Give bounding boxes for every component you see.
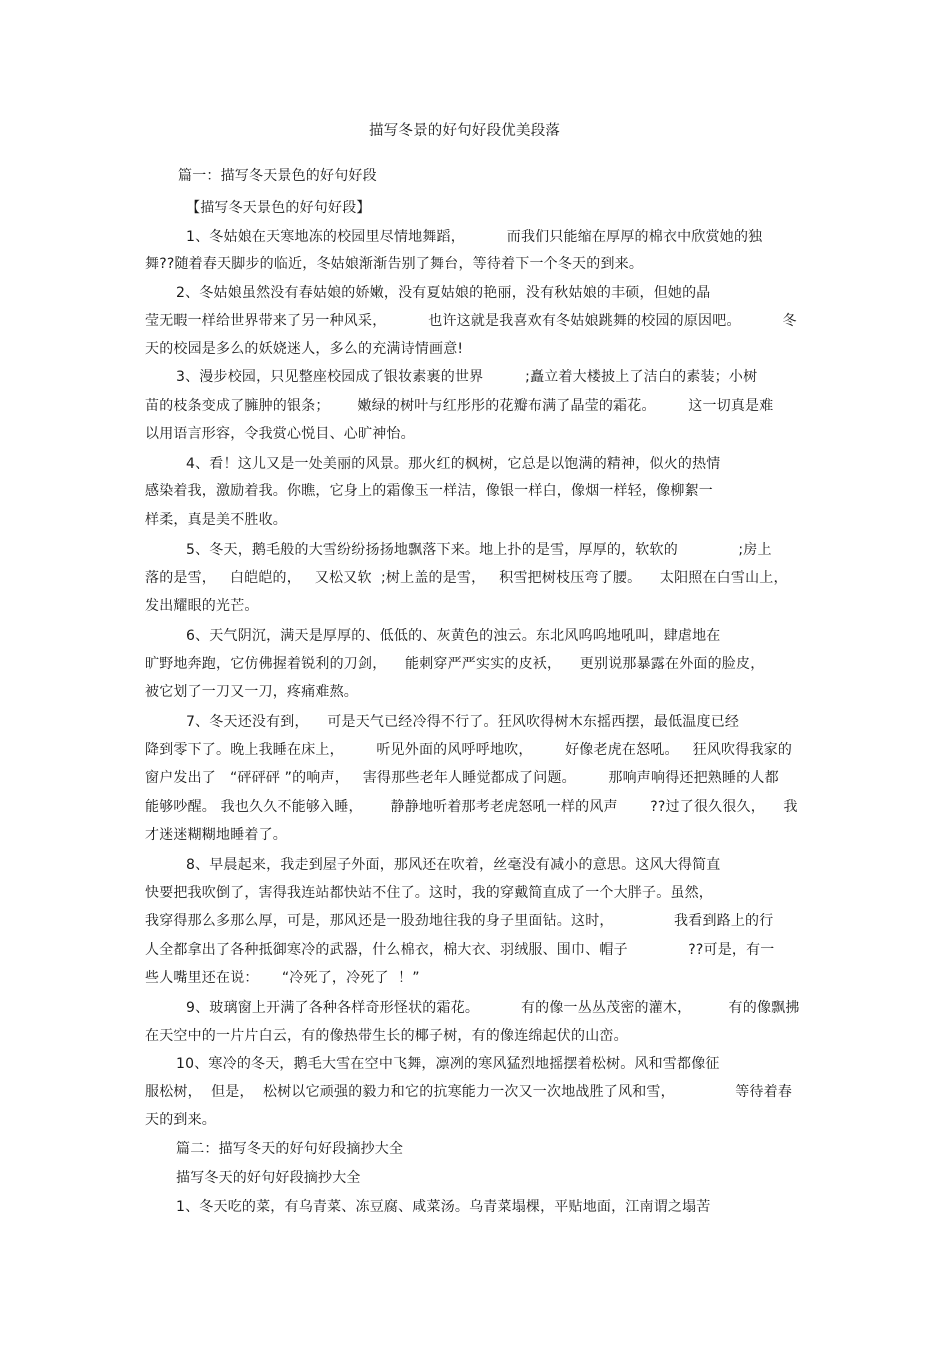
paragraph-line: 我穿得那么多那么厚，可是，那风还是一股劲地往我的身子里面钻。这时， 我看到路上的行 — [145, 913, 774, 929]
paragraph-line: 8、早晨起来，我走到屋子外面，那风还在吹着，丝毫没有减小的意思。这风大得简直 — [186, 857, 721, 873]
paragraph-line: 被它划了一刀又一刀，疼痛难熬。 — [145, 684, 358, 700]
paragraph-line: 1、冬姑娘在天寒地冻的校园里尽情地舞蹈， 而我们只能缩在厚厚的棉衣中欣赏她的独 — [186, 229, 763, 245]
paragraph-line: 舞??随着春天脚步的临近，冬姑娘渐渐告别了舞台，等待着下一个冬天的到来。 — [145, 256, 644, 272]
paragraph-line: 在天空中的一片片白云，有的像热带生长的椰子树，有的像连绵起伏的山峦。 — [145, 1028, 628, 1044]
paragraph-line: 窗户发出了 “砰砰砰 ”的响声， 害得那些老年人睡觉都成了问题。 那响声响得还把熟睡的人都 — [145, 770, 779, 786]
paragraph-line: 能够吵醒。 我也久久不能够入睡， 静静地听着那考老虎怒吼一样的风声 ??过了很久很久， 我 — [145, 799, 798, 815]
section-2-heading: 篇二：描写冬天的好句好段摘抄大全 — [176, 1141, 404, 1157]
paragraph-line: 以用语言形容，令我赏心悦目、心旷神怡。 — [145, 426, 415, 442]
paragraph-line: 发出耀眼的光芒。 — [145, 598, 259, 614]
paragraph-line: 服松树， 但是， 松树以它顽强的毅力和它的抗寒能力一次又一次地战胜了风和雪， 等待着春 — [145, 1084, 793, 1100]
paragraph-line: 3、漫步校园，只见整座校园成了银妆素裹的世界 ;矗立着大楼披上了洁白的素装；小树 — [176, 369, 758, 385]
section-2-subheading: 描写冬天的好句好段摘抄大全 — [176, 1170, 361, 1186]
paragraph-line: 苗的枝条变成了臃肿的银条； 嫩绿的树叶与红彤彤的花瓣布满了晶莹的霜花。 这一切真是难 — [145, 398, 774, 414]
paragraph-line: 人全都拿出了各种抵御寒冷的武器，什么棉衣，棉大衣、羽绒服、围巾、帽子 ??可是，有一 — [145, 942, 775, 958]
paragraph-line: 天的到来。 — [145, 1112, 216, 1128]
paragraph-line: 旷野地奔跑，它仿佛握着锐利的刀剑， 能刺穿严严实实的皮袄， 更别说那暴露在外面的脸皮， — [145, 656, 765, 672]
paragraph-line: 些人嘴里还在说： “冷死了，冷死了 ！” — [145, 970, 420, 986]
paragraph-line: 6、天气阴沉，满天是厚厚的、低低的、灰黄色的浊云。东北风呜呜地吼叫，肆虐地在 — [186, 628, 721, 644]
paragraph-line: 天的校园是多么的妖娆迷人，多么的充满诗情画意! — [145, 341, 464, 357]
paragraph-line: 才迷迷糊糊地睡着了。 — [145, 827, 287, 843]
document-title: 描写冬景的好句好段优美段落 — [369, 123, 561, 139]
paragraph-line: 落的是雪， 白皑皑的， 又松又软 ;树上盖的是雪， 积雪把树枝压弯了腰。 太阳照在白雪山上， — [145, 570, 788, 586]
paragraph-line: 降到零下了。晚上我睡在床上， 听见外面的风呼呼地吹， 好像老虎在怒吼。 狂风吹得我家的 — [145, 742, 793, 758]
paragraph-line: 快要把我吹倒了，害得我连站都快站不住了。这时，我的穿戴简直成了一个大胖子。虽然， — [145, 885, 713, 901]
paragraph-line: 7、冬天还没有到， 可是天气已经冷得不行了。狂风吹得树木东摇西摆，最低温度已经 — [186, 714, 740, 730]
paragraph-line: 2、冬姑娘虽然没有春姑娘的娇嫩，没有夏姑娘的艳丽，没有秋姑娘的丰硕，但她的晶 — [176, 285, 711, 301]
paragraph-line: 莹无暇一样给世界带来了另一种风采， 也许这就是我喜欢有冬姑娘跳舞的校园的原因吧。 冬 — [145, 313, 797, 329]
paragraph-line: 4、看！这儿又是一处美丽的风景。那火红的枫树，它总是以饱满的精神，似火的热情 — [186, 456, 721, 472]
section-1-subheading: 【描写冬天景色的好句好段】 — [186, 200, 371, 216]
paragraph-line: 样柔，真是美不胜收。 — [145, 512, 287, 528]
paragraph-line: 感染着我，激励着我。你瞧，它身上的霜像玉一样洁，像银一样白，像烟一样轻，像柳絮一 — [145, 483, 713, 499]
paragraph-line: 1、冬天吃的菜，有乌青菜、冻豆腐、咸菜汤。乌青菜塌棵，平贴地面，江南谓之塌苦 — [176, 1199, 711, 1215]
paragraph-line: 10、寒冷的冬天，鹅毛大雪在空中飞舞，凛冽的寒风猛烈地摇摆着松树。风和雪都像征 — [176, 1056, 720, 1072]
section-1-heading: 篇一：描写冬天景色的好句好段 — [178, 168, 377, 184]
paragraph-line: 5、冬天，鹅毛般的大雪纷纷扬扬地飘落下来。地上扑的是雪，厚厚的，软软的 ;房上 — [186, 542, 772, 558]
paragraph-line: 9、玻璃窗上开满了各种各样奇形怪状的霜花。 有的像一丛丛茂密的灌木， 有的像飘拂 — [186, 1000, 800, 1016]
